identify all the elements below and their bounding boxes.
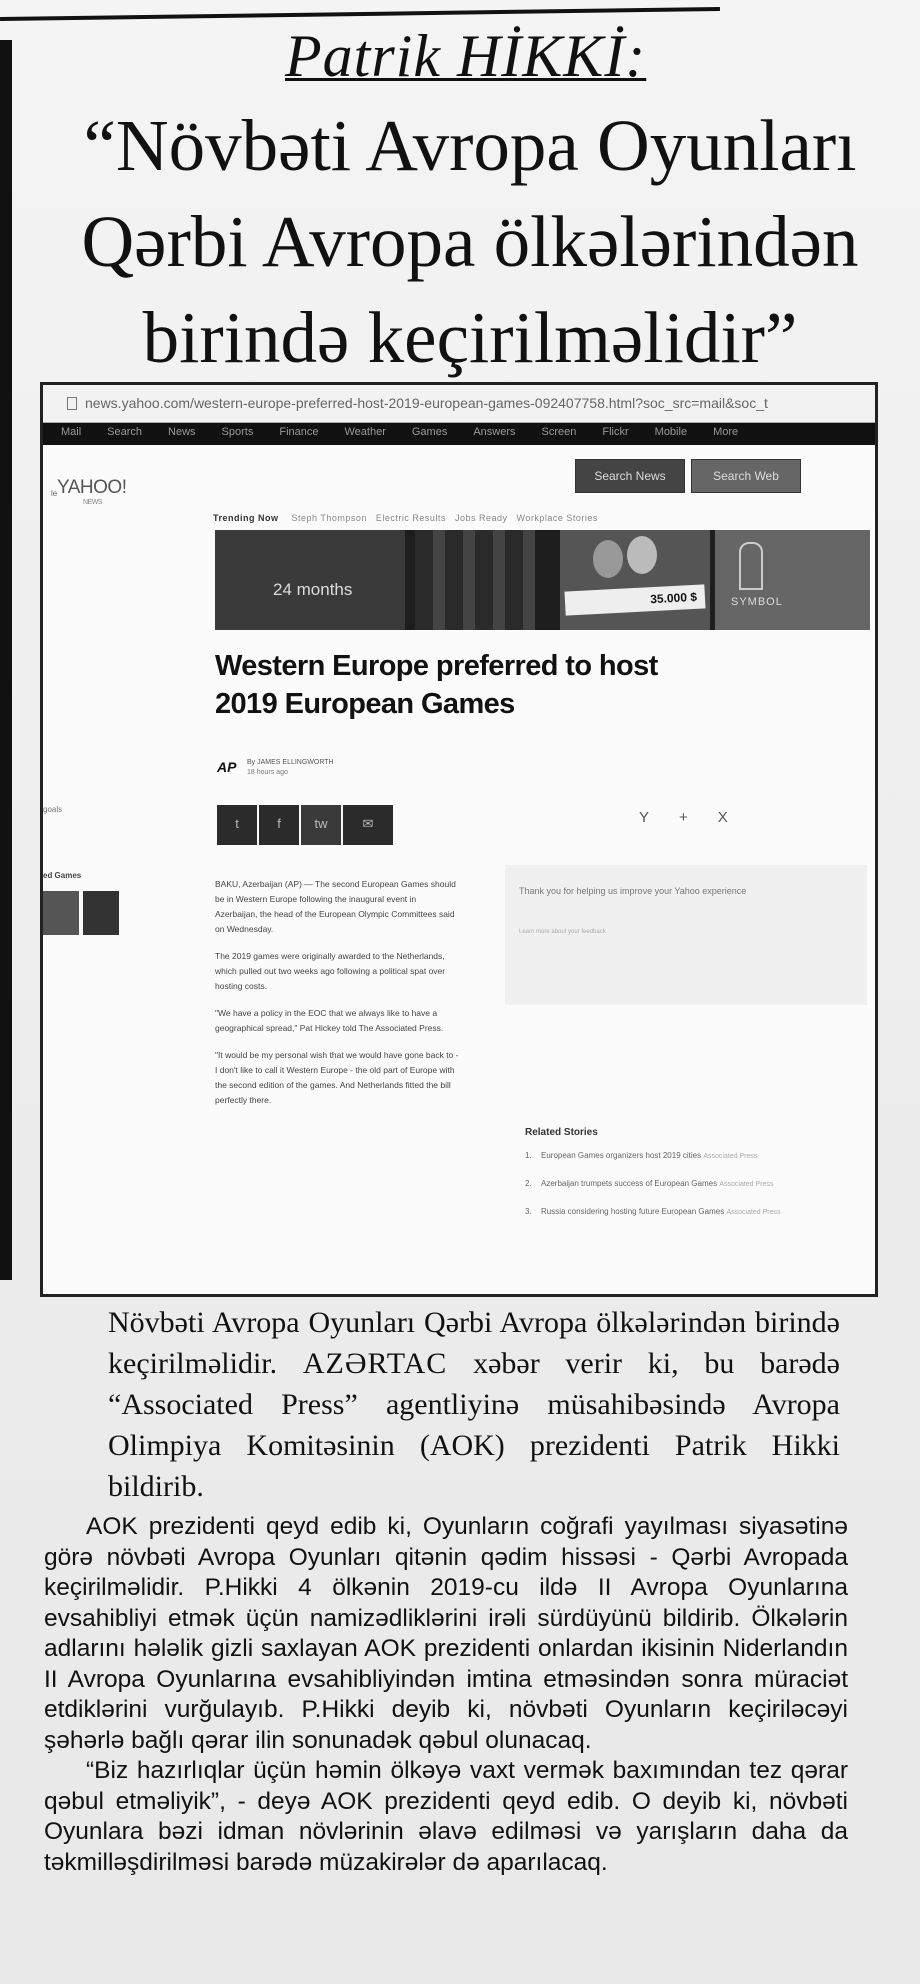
yahoo-nav-bar xyxy=(43,423,875,445)
related-story[interactable] xyxy=(525,1150,825,1162)
ap-logo: AP xyxy=(217,759,237,775)
article-paragraph: "We have a policy in the EOC that we always like to have a geographical spread," Pat Hickey told The Associated Press. xyxy=(215,1008,444,1033)
nav-item[interactable]: Games xyxy=(411,426,448,438)
byline: Patrik HİKKİ: xyxy=(285,23,647,89)
related-stories xyxy=(525,1127,825,1234)
sidebar-fragment: ed Games xyxy=(43,871,82,880)
url-text: news.yahoo.com/western-europe-preferred-host-2019-european-games-092407758.html?soc_src=mail&soc_t xyxy=(85,395,768,411)
headline-line: Qərbi Avropa ölkələrindən xyxy=(81,201,859,282)
author-time: 18 hours ago xyxy=(247,769,288,776)
yahoo-action-icon[interactable]: Y xyxy=(639,809,650,826)
headline-line: “Növbəti Avropa Oyunları xyxy=(83,105,857,186)
ad-price: 35.000 $ xyxy=(564,584,705,615)
trending-item[interactable]: Electric Results xyxy=(375,513,446,523)
add-icon[interactable]: + xyxy=(679,809,688,826)
story-number: 3. xyxy=(525,1207,532,1216)
nav-item[interactable]: Mobile xyxy=(654,426,688,438)
trending-item[interactable]: Jobs Ready xyxy=(454,513,508,523)
left-edge-shadow xyxy=(0,40,12,1280)
share-buttons xyxy=(217,805,393,845)
headline-line: birində keçirilməlidir” xyxy=(142,297,798,378)
feedback-link[interactable]: Learn more about your feedback xyxy=(519,929,606,935)
related-heading: Related Stories xyxy=(525,1127,598,1138)
nav-item[interactable]: Finance xyxy=(279,426,319,438)
story-title[interactable]: Russia considering hosting future European Games xyxy=(541,1207,725,1216)
caption-text: Növbəti Avropa Oyunları Qərbi Avropa ölkələrindən birində keçirilməlidir. xyxy=(108,1306,840,1380)
story-title[interactable]: European Games organizers host 2019 cities xyxy=(541,1151,702,1160)
story-source: Associated Press xyxy=(719,1181,774,1188)
related-story[interactable] xyxy=(525,1178,825,1190)
close-icon[interactable]: X xyxy=(717,809,728,826)
story-number: 1. xyxy=(525,1151,532,1160)
feedback-box xyxy=(505,865,867,1005)
article-paragraph: The 2019 games were originally awarded to the Netherlands, which pulled out two weeks ago following a political spat over hosting costs. xyxy=(215,951,446,991)
nav-item[interactable]: Search xyxy=(107,426,143,438)
ad-person xyxy=(593,540,623,578)
nav-item[interactable]: Flickr xyxy=(602,426,629,438)
yahoo-logo[interactable] xyxy=(57,477,127,506)
sidebar-thumbnails xyxy=(43,891,119,935)
related-story[interactable] xyxy=(525,1206,825,1218)
trending-bar xyxy=(213,513,598,523)
article-paragraph: BAKU, Azerbaijan (AP) — The second European Games should be in Western Europe following the inaugural event in Azerbaijan, the head of the European Olympic Committees said on Wednesday. xyxy=(215,879,456,934)
trending-item[interactable]: Workplace Stories xyxy=(516,513,598,523)
sidebar-fragment: goals xyxy=(43,805,63,814)
facebook-share-button[interactable]: f xyxy=(259,805,299,845)
mail-share-button[interactable]: ✉ xyxy=(343,805,393,845)
nav-item[interactable]: Mail xyxy=(61,426,82,438)
ad-term: 24 months xyxy=(273,580,353,599)
nav-item[interactable]: Sports xyxy=(221,426,254,438)
ad-brand: SYMBOL xyxy=(731,596,783,608)
story-source: Associated Press xyxy=(703,1153,758,1160)
trending-label: Trending Now xyxy=(213,513,279,523)
sidebar-fragment: le xyxy=(51,489,58,498)
nav-item[interactable]: News xyxy=(168,426,196,438)
headline xyxy=(70,98,870,386)
page-icon xyxy=(67,397,77,410)
twitter-share-button[interactable]: tw xyxy=(301,805,341,845)
feedback-message: Thank you for helping us improve your Yahoo experience xyxy=(519,886,747,896)
thumbnail[interactable] xyxy=(43,891,79,935)
article-body xyxy=(215,877,460,1120)
body-paragraph: “Biz hazırlıqlar üçün həmin ölkəyə vaxt vermək baxımından tez qərar qəbul etməliyik”, - deyə AOK prezidenti qeyd edib. O deyib ki, növbəti Oyunlara bəzi idman növlərinin əlavə edilməsi və yarışların daha da təkmilləşdirilməsi barədə müzakirələr də aparılacaq. xyxy=(44,1757,848,1876)
logo-sub: NEWS xyxy=(83,499,102,506)
body-paragraph: AOK prezidenti qeyd edib ki, Oyunların coğrafi yayılması siyasətinə görə növbəti Avropa Oyunları qitənin qədim hissəsi - Qərbi Avropada keçirilməlidir. P.Hikki 4 ölkənin 2019-cu ildə II Avropa Oyunlarına evsahibliyi etmək üçün namizədliklərini irəli sürdüyünü bildirib. Ölkələrin adlarını hələlik gizli saxlayan AOK prezidenti onlardan ikisinin Niderlandın II Avropa Oyunlarına evsahibliyindən imtina etməsindən sonra müraciət etdiklərini vurğulayıb. P.Hikki deyib ki, növbəti Oyunların keçiriləcəyi şəhərlə bağlı qərar ilin sonunadək qəbul olunacaq. xyxy=(44,1513,848,1754)
trending-item[interactable]: Steph Thompson xyxy=(291,513,367,523)
story-source: Associated Press xyxy=(726,1209,781,1216)
search-news-button[interactable]: Search News xyxy=(575,459,685,493)
article-body-text xyxy=(44,1512,848,1878)
author-name[interactable]: By JAMES ELLINGWORTH xyxy=(247,759,334,766)
nav-item[interactable]: Screen xyxy=(541,426,577,438)
nav-item[interactable]: Weather xyxy=(344,426,386,438)
photo-caption xyxy=(108,1302,840,1507)
tumblr-share-button[interactable]: t xyxy=(217,805,257,845)
article-title: Western Europe preferred to host 2019 European Games xyxy=(215,650,658,720)
nav-item[interactable]: More xyxy=(713,426,739,438)
tower-icon xyxy=(739,542,763,590)
story-title[interactable]: Azerbaijan trumpets success of European Games xyxy=(541,1179,718,1188)
top-rule xyxy=(0,7,720,21)
ad-banner[interactable] xyxy=(215,530,870,630)
search-web-button[interactable]: Search Web xyxy=(691,459,801,493)
embedded-screenshot xyxy=(40,382,878,1297)
story-number: 2. xyxy=(525,1179,532,1188)
agency-name: AZƏRTAC xyxy=(302,1347,448,1380)
logo-text: YAHOO! xyxy=(57,477,127,498)
nav-item[interactable]: Answers xyxy=(473,426,516,438)
article-author xyxy=(217,759,334,777)
browser-url-bar[interactable] xyxy=(43,385,875,423)
caption-text: xəbər verir ki, bu barədə “Associated Press” agentliyinə müsahibəsində Avropa Olimpiya Komitəsinin (AOK) prezidenti Patrik Hikki bildirib. xyxy=(108,1347,841,1503)
article-actions xyxy=(639,809,728,826)
ad-person xyxy=(627,536,657,574)
ad-buildings-image xyxy=(415,530,535,630)
article-paragraph: "It would be my personal wish that we would have gone back to - I don't like to call it Western Europe - the old part of Europe with the second edition of the games. And Netherlands fitted the bill perfectly there. xyxy=(215,1050,459,1105)
ad-panel xyxy=(215,530,405,630)
thumbnail[interactable] xyxy=(83,891,119,935)
